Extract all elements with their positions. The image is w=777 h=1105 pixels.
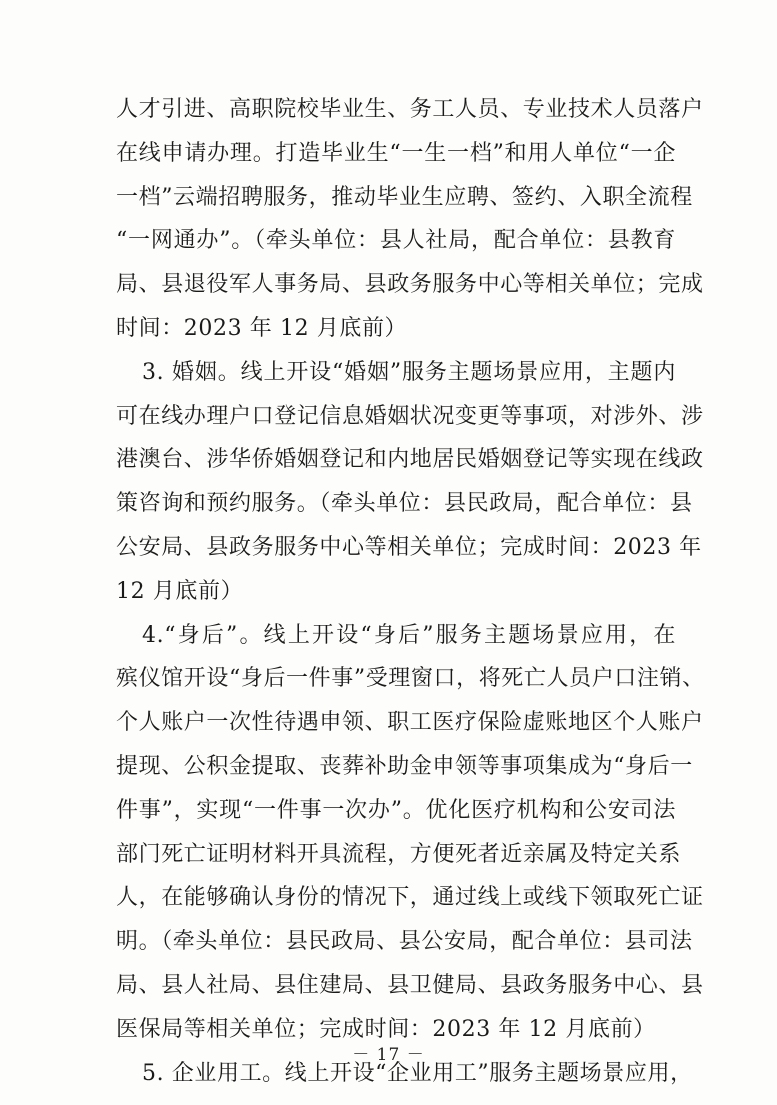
text-line: 时间：2023 年 12 月底前） (116, 315, 408, 341)
text-line: 在线申请办理。打造毕业生“一生一档”和用人单位“一企 (116, 140, 676, 166)
text-line: 殡仪馆开设“身后一件事”受理窗口，将死亡人员户口注销、 (116, 666, 705, 692)
page-number: － 17 － (352, 1045, 425, 1065)
text-line: 提现、公积金提取、丧葬补助金申领等事项集成为“身后一 (116, 753, 693, 779)
text-line: 策咨询和预约服务。（牵头单位：县民政局，配合单位：县 (116, 491, 693, 517)
text-line: 12 月底前） (116, 578, 244, 604)
text-line: “一网通办”。（牵头单位：县人社局，配合单位：县教育 (116, 228, 676, 254)
text-line: 人才引进、高职院校毕业生、务工人员、专业技术人员落户 (116, 97, 704, 122)
body-text (116, 88, 705, 1095)
text-line: 医保局等相关单位；完成时间：2023 年 12 月底前） (116, 1016, 656, 1042)
text-line: 人，在能够确认身份的情况下，通过线上或线下领取死亡证 (116, 885, 704, 911)
text-line: 部门死亡证明材料开具流程，方便死者近亲属及特定关系 (116, 841, 682, 867)
text-line: 港澳台、涉华侨婚姻登记和内地居民婚姻登记等实现在线政 (116, 447, 704, 473)
text-line: 3. 婚姻。线上开设“婚姻”服务主题场景应用，主题内 (142, 359, 676, 385)
text-line: 局、县人社局、县住建局、县卫健局、县政务服务中心、县 (116, 972, 704, 998)
text-line: 件事”，实现“一件事一次办”。优化医疗机构和公安司法 (116, 797, 676, 823)
text-line: 5. 企业用工。线上开设“企业用工”服务主题场景应用， (142, 1060, 693, 1086)
text-line: 个人账户一次性待遇申领、职工医疗保险虚账地区个人账户 (116, 710, 704, 736)
text-line: 一档”云端招聘服务，推动毕业生应聘、签约、入职全流程 (116, 184, 693, 210)
text-line: 可在线办理户口登记信息婚姻状况变更等事项，对涉外、涉 (116, 403, 704, 429)
text-line: 局、县退役军人事务局、县政务服务中心等相关单位；完成 (116, 272, 704, 298)
text-line: 4.“身后”。线上开设“身后”服务主题场景应用，在 (142, 622, 676, 648)
text-line: 公安局、县政务服务中心等相关单位；完成时间：2023 年 (116, 534, 702, 560)
text-line: 明。（牵头单位：县民政局、县公安局，配合单位：县司法 (116, 929, 693, 955)
